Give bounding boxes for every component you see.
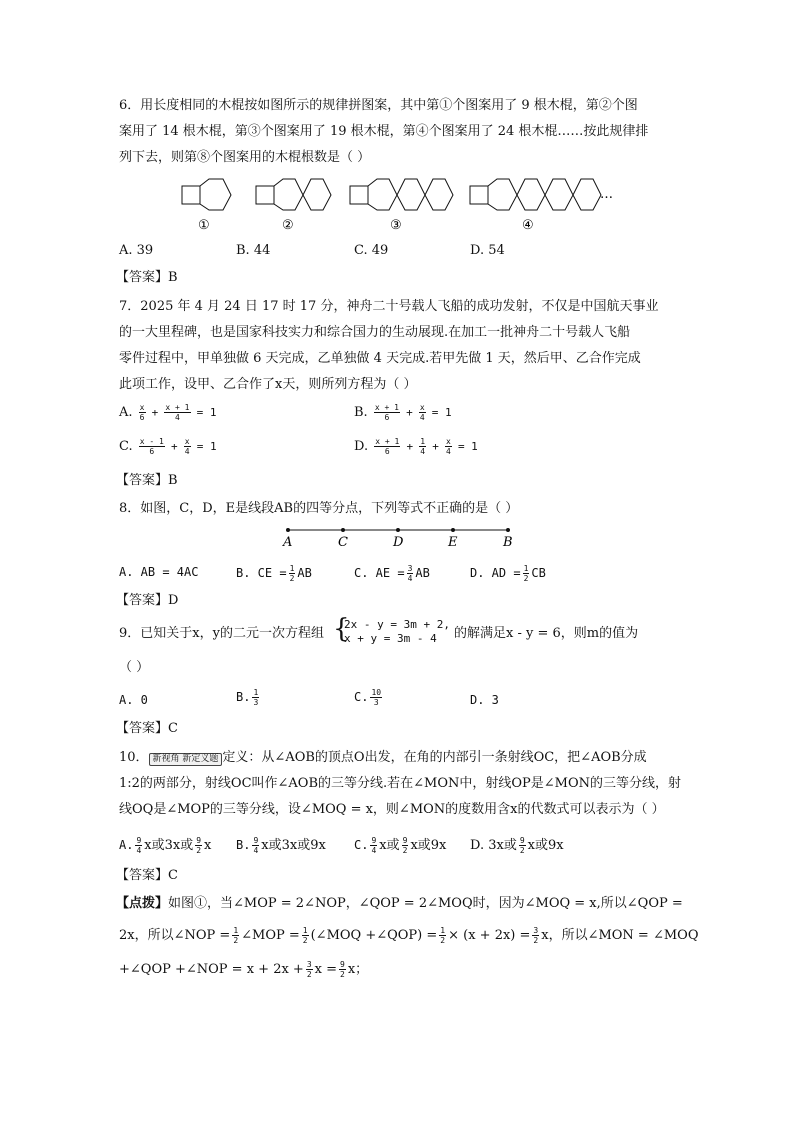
q10-option-c: C. $\frac{9}{4}$ x或 $\frac{9}{2}$ x或9x [354, 836, 447, 855]
q7-option-b: B. $\frac{x + 1}{6}$ + $\frac{x}{4}$ = 1 [354, 403, 452, 422]
q9-option-c: C. $\frac{10}{3}$ [354, 688, 382, 707]
q10-line1 [119, 750, 647, 766]
q7-answer: 【答案】B [116, 473, 178, 488]
q8-option-b: B. CE = $\frac{1}{2}$ AB [236, 564, 312, 583]
q9-paren: （ ） [119, 660, 150, 675]
q9-pre: 9．已知关于x，y的二元一次方程组 [119, 626, 324, 641]
label-c: C [338, 535, 348, 550]
q7-option-c: C. $\frac{x - 1}{6}$ + $\frac{x}{4}$ = 1 [119, 437, 217, 456]
q6-answer: 【答案】B [116, 270, 178, 285]
label-e: E [448, 535, 458, 550]
point-e [451, 528, 455, 532]
q9-post: 的解满足x - y = 6，则m的值为 [454, 626, 639, 641]
q7-option-d: D. $\frac{x + 1}{6}$ + $\frac{1}{4}$ + $\frac{x}{4}$ = 1 [354, 437, 478, 456]
label-b: B [503, 535, 513, 550]
point-c [341, 528, 345, 532]
pattern-label-3: ③ [390, 218, 402, 233]
q7-line1: 7．2025 年 4 月 24 日 17 时 17 分，神舟二十号载人飞船的成功发射，不仅是中国航天事业 [119, 299, 659, 314]
q8-answer: 【答案】D [116, 593, 179, 608]
q6-line3: 列下去，则第⑧个图案用的木棍根数是（ ） [119, 150, 371, 165]
point-a [286, 528, 290, 532]
pattern-label-4: ④ [522, 218, 534, 233]
q7-line4: 此项工作，设甲、乙合作了x天，则所列方程为（ ） [119, 377, 417, 392]
pattern-label-2: ② [282, 218, 294, 233]
q10-badge: 新视角 新定义题 [149, 753, 223, 766]
q8-option-c: C. AE = $\frac{3}{4}$ AB [354, 564, 430, 583]
q9-eq2: x + y = 3m - 4 [344, 632, 437, 645]
q7-option-a: A. $\frac{x}{6}$ + $\frac{x + 1}{4}$ = 1 [119, 403, 217, 422]
q10-line2: 1:2的两部分，射线OC叫作∠AOB的三等分线.若在∠MON中，射线OP是∠MON的三等分线，射 [119, 776, 682, 791]
pattern-label-1: ① [198, 218, 210, 233]
q9-answer: 【答案】C [116, 721, 178, 736]
q10-option-b: B. $\frac{9}{4}$ x或3x或9x [236, 836, 326, 855]
q9-option-b: B. $\frac{1}{3}$ [236, 688, 259, 707]
label-d: D [393, 535, 404, 550]
q10-line1-text: 定义：从∠AOB的顶点O出发，在角的内部引一条射线OC，把∠AOB分成 [222, 750, 647, 765]
q8-text: 8．如图，C，D，E是线段AB的四等分点，下列等式不正确的是（ ） [119, 501, 519, 516]
q10-option-d: D. 3x或 $\frac{9}{2}$ x或9x [470, 836, 564, 855]
q9-option-d: D. 3 [470, 693, 499, 707]
q10-hint-line2: 2x，所以∠NOP = $\frac{1}{2}$ ∠MOP = $\frac{1}{2}$ (∠MOQ +∠QOP) = $\frac{1}{2}$ × (x + 2x) = $\frac{3}{2}$ x，所以∠MON = ∠MOQ [119, 926, 699, 945]
q10-hint-line1: 【点拨】如图①，当∠MOP = 2∠NOP，∠QOP = 2∠MOQ时，因为∠MOQ = x,所以∠QOP = [116, 896, 683, 911]
q6-pattern-figure [170, 176, 630, 238]
q6-line2: 案用了 14 根木棍，第③个图案用了 19 根木棍，第④个图案用了 24 根木棍……按此规律排 [119, 124, 649, 139]
q10-number: 10． [119, 750, 149, 765]
pattern-1 [182, 179, 231, 210]
pattern-4 [470, 179, 601, 210]
pattern-3 [350, 179, 453, 210]
q7-line2: 的一大里程碑，也是国家科技实力和综合国力的生动展现.在加工一批神舟二十号载人飞船 [119, 325, 631, 340]
q9-option-a: A. 0 [119, 693, 148, 707]
q8-option-d: D. AD = $\frac{1}{2}$ CB [470, 564, 546, 583]
q8-segment-figure [275, 524, 525, 550]
q10-hint-line3: +∠QOP +∠NOP = x + 2x + $\frac{3}{2}$ x = $\frac{9}{2}$ x； [119, 960, 369, 979]
hint-label: 【点拨】 [116, 896, 169, 911]
pattern-2 [256, 179, 331, 210]
q8-option-a: A. AB = 4AC [119, 565, 199, 579]
q6-option-b: B. 44 [236, 243, 271, 258]
q9-eq1: 2x - y = 3m + 2, [344, 618, 450, 631]
pattern-ellipsis: … [600, 187, 613, 202]
q7-line3: 零件过程中，甲单独做 6 天完成，乙单独做 4 天完成.若甲先做 1 天，然后甲、乙合作完成 [119, 351, 641, 366]
label-a: A [283, 535, 293, 550]
q10-option-a: A. $\frac{9}{4}$ x或3x或 $\frac{9}{2}$ x [119, 836, 212, 855]
q6-line1: 6．用长度相同的木棍按如图所示的规律拼图案，其中第①个图案用了 9 根木棍，第②个图 [119, 98, 638, 113]
q10-answer: 【答案】C [116, 868, 178, 883]
q10-line3: 线OQ是∠MOP的三等分线，设∠MOQ = x，则∠MON的度数用含x的代数式可以表示为（ ） [119, 802, 665, 817]
point-b [506, 528, 510, 532]
q6-option-d: D. 54 [470, 243, 505, 258]
q9-brace: { [333, 614, 350, 644]
point-d [396, 528, 400, 532]
q6-option-c: C. 49 [354, 243, 389, 258]
q6-option-a: A. 39 [119, 243, 154, 258]
